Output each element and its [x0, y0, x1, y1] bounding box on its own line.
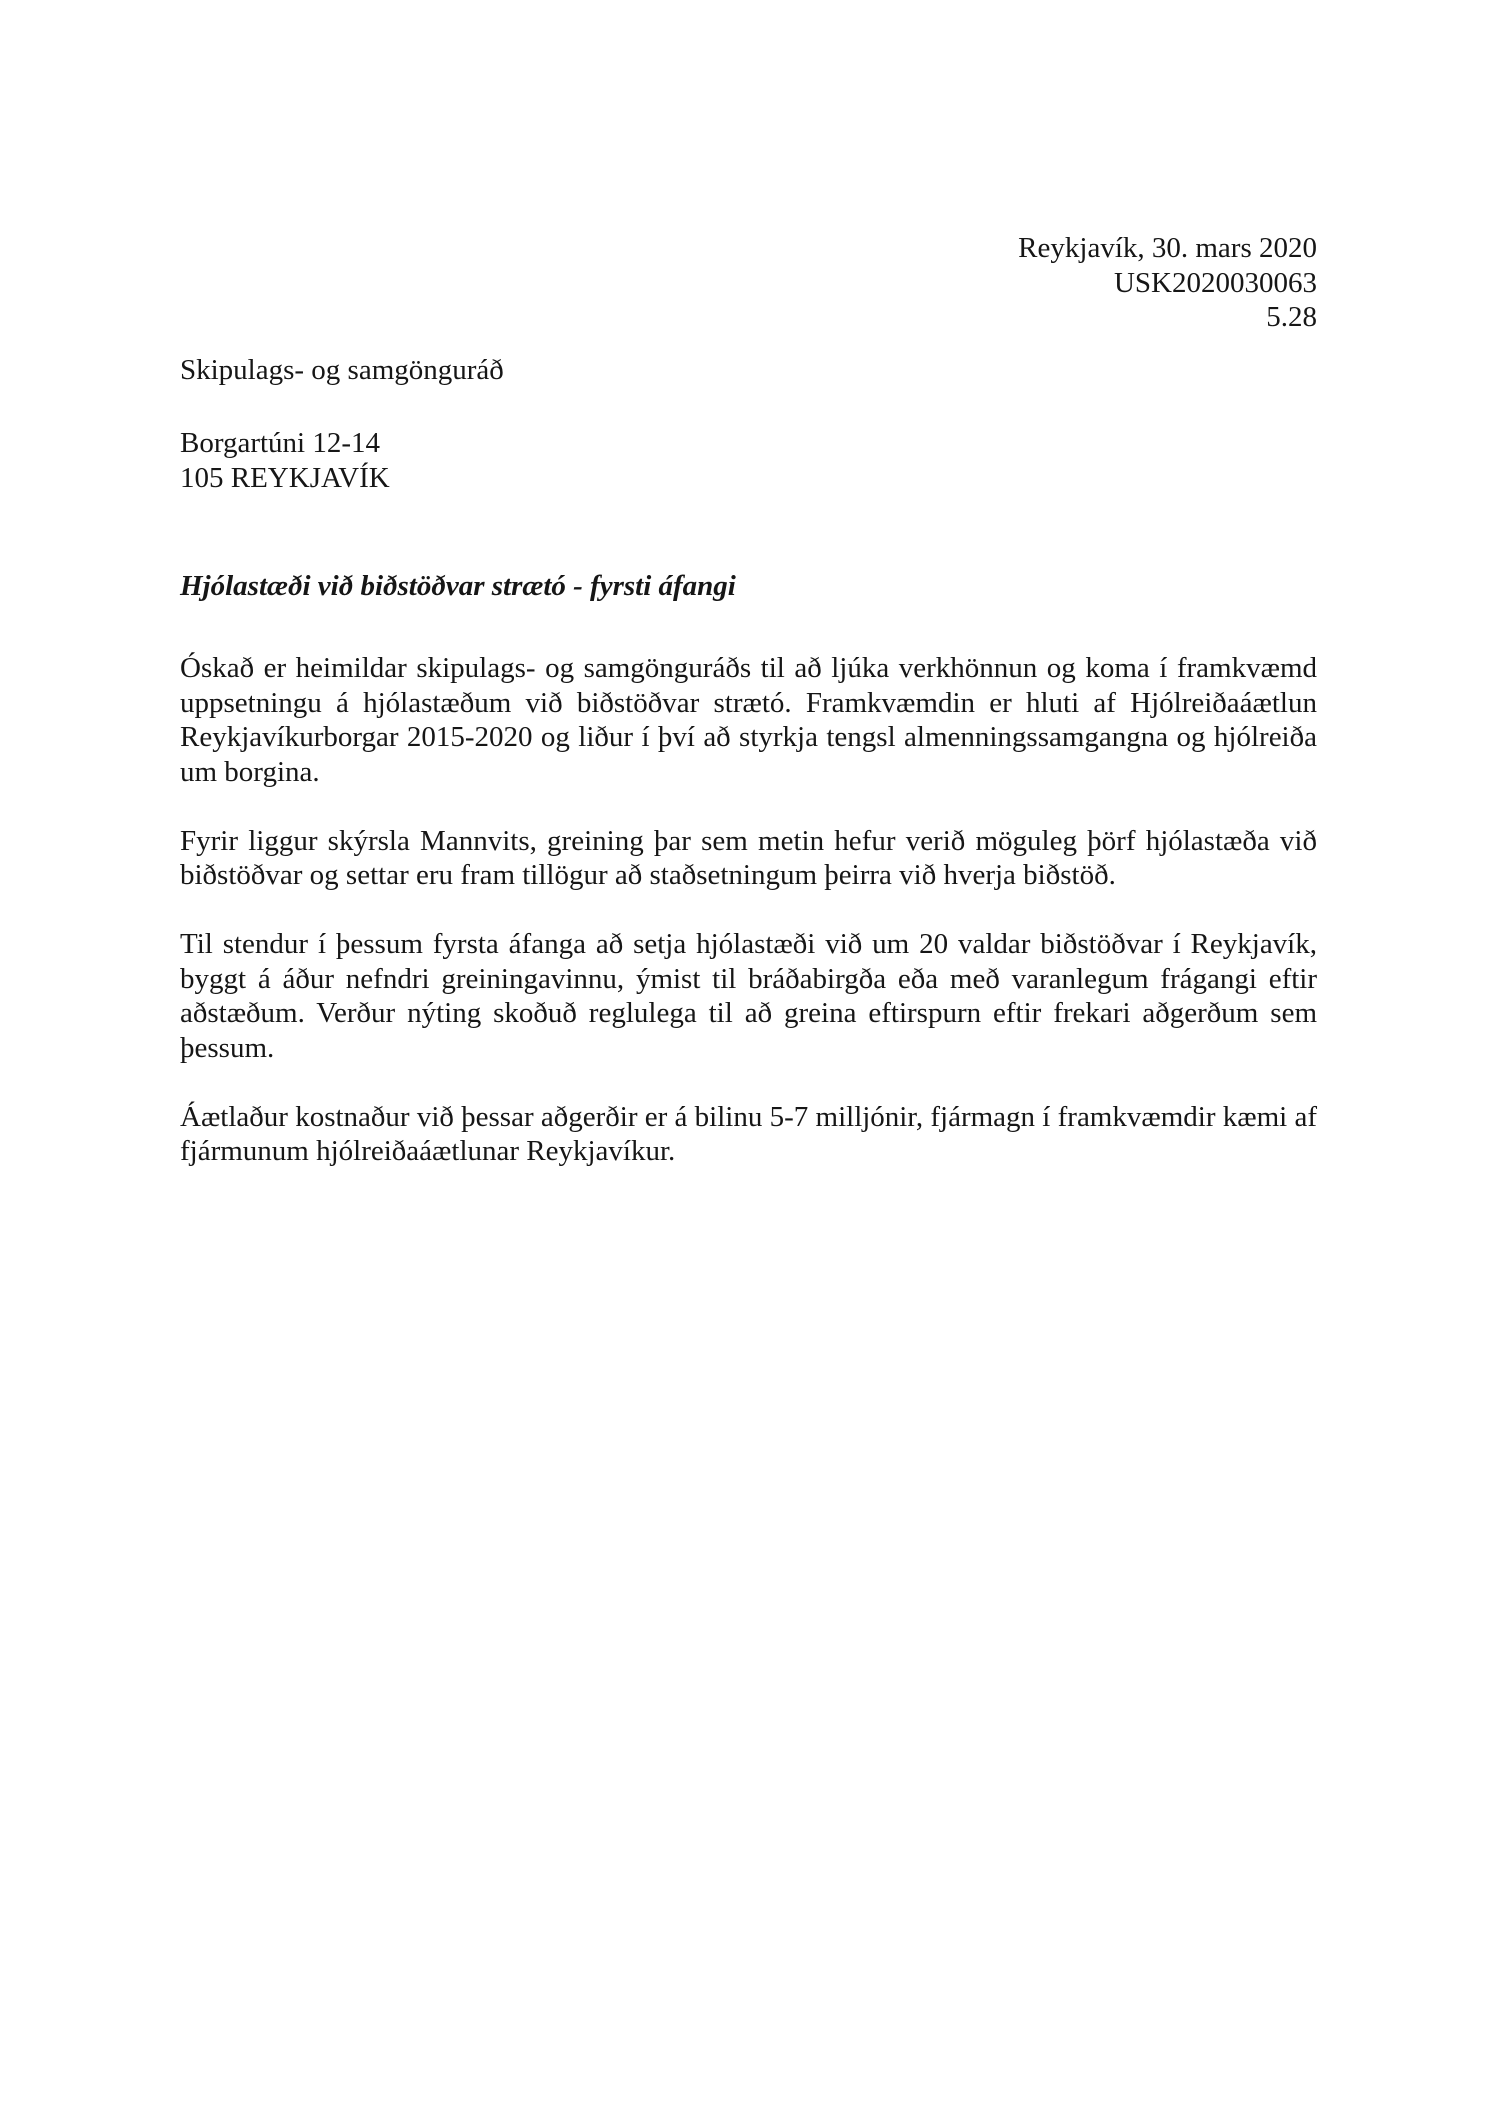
body-paragraph-3: Til stendur í þessum fyrsta áfanga að setja hjólastæði við um 20 valdar biðstöðvar í Reykjavík, byggt á áður nefndri greiningavinnu, ýmist til bráðabirgða eða með varanlegum frágangi eftir aðstæðum. Verður nýting skoðuð reglulega til að greina eftirspurn eftir frekari aðgerðum sem þessum.	[180, 928, 1317, 1064]
recipient-name: Skipulags- og samgönguráð	[180, 354, 504, 386]
recipient-postal-city: 105 REYKJAVÍK	[180, 461, 390, 494]
recipient-street: Borgartúni 12-14	[180, 427, 381, 459]
letter-case-number: 5.28	[1266, 301, 1317, 333]
body-paragraph-2: Fyrir liggur skýrsla Mannvits, greining þar sem metin hefur verið möguleg þörf hjólastæða við biðstöðvar og settar eru fram tillögur að staðsetningum þeirra við hverja biðstöð.	[180, 824, 1317, 891]
subject-line: Hjólastæði við biðstöðvar strætó - fyrsti áfangi	[180, 570, 736, 602]
letter-place-date: Reykjavík, 30. mars 2020	[1018, 232, 1317, 264]
recipient-address-block	[180, 426, 390, 495]
body-paragraph-1: Óskað er heimildar skipulags- og samgönguráðs til að ljúka verkhönnun og koma í framkvæmd uppsetningu á hjólastæðum við biðstöðvar strætó. Framkvæmdin er hluti af Hjólreiðaáætlun Reykjavíkurborgar 2015-2020 og liður í því að styrkja tengsl almenningssamgangna og hjólreiða um borgina.	[180, 652, 1317, 788]
letter-reference-number: USK2020030063	[1113, 266, 1317, 299]
body-paragraph-4: Áætlaður kostnaður við þessar aðgerðir er á bilinu 5-7 milljónir, fjármagn í framkvæmdir kæmi af fjármunum hjólreiðaáætlunar Reykjavíkur.	[180, 1100, 1317, 1167]
letter-meta-block	[1018, 231, 1317, 335]
letter-body	[180, 651, 1317, 1203]
